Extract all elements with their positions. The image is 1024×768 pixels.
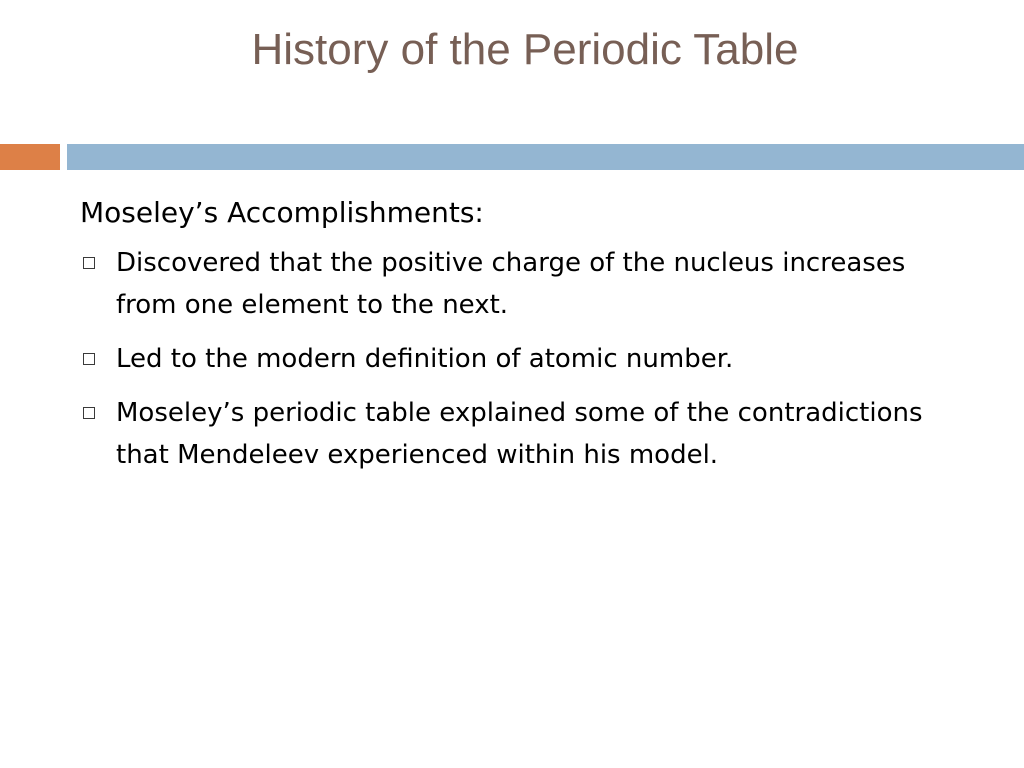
slide-body [80, 192, 940, 488]
bullet-text: Led to the modern definition of atomic number. [116, 344, 734, 374]
bullet-item [80, 392, 940, 476]
hollow-square-icon [83, 407, 95, 419]
accent-bar-blue [67, 144, 1024, 170]
accent-bar-orange [0, 144, 60, 170]
hollow-square-icon [83, 257, 95, 269]
bullet-item [80, 242, 940, 326]
slide-title: History of the Periodic Table [251, 25, 799, 74]
bullet-item [80, 338, 940, 380]
bullet-text: Discovered that the positive charge of the nucleus increases from one element to the next. [116, 248, 906, 320]
hollow-square-icon [83, 353, 95, 365]
section-heading: Moseley’s Accomplishments: [80, 196, 484, 229]
bullet-list [80, 242, 940, 476]
bullet-text: Moseley’s periodic table explained some of the contradictions that Mendeleev experienced within his model. [116, 398, 923, 470]
